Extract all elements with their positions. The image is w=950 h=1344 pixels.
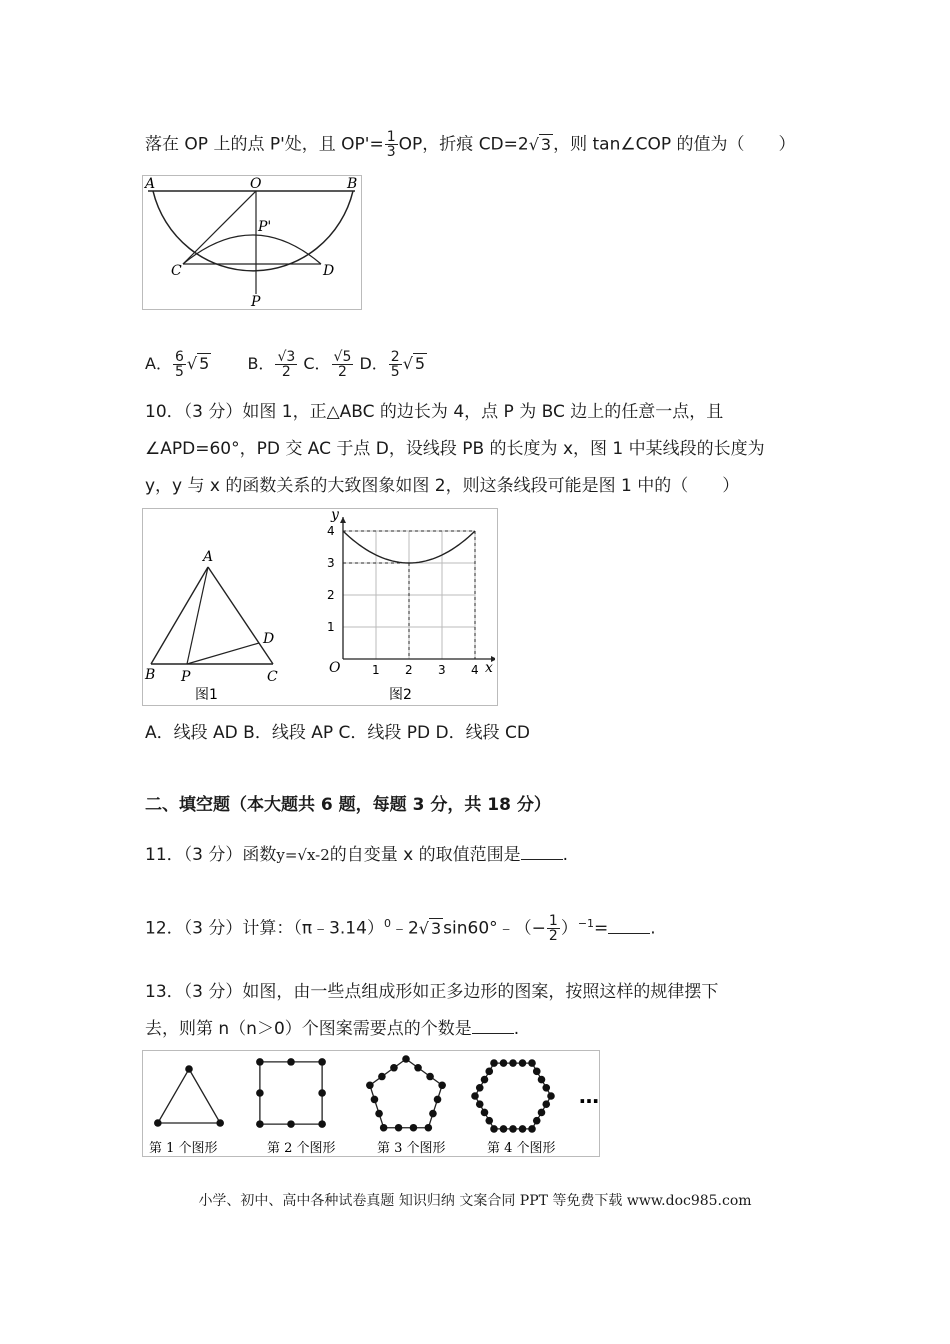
q11-prefix: 11．（3 分）函数: [145, 845, 277, 865]
q12-answer-blank[interactable]: [608, 917, 650, 934]
pattern-dot: [378, 1073, 386, 1081]
q10-fig2-x-label: x: [485, 660, 493, 676]
q11-line: [145, 843, 568, 867]
pattern-dot: [318, 1089, 326, 1097]
q9-option-a-sqrt: √ 5: [186, 354, 210, 373]
q9-option-a-num: 6: [174, 349, 184, 365]
q13-end: .: [513, 1019, 520, 1039]
q9-label-a: A: [145, 176, 156, 192]
q9-frac-den: 3: [386, 144, 396, 160]
q11-formula: y=√x-2: [276, 846, 330, 864]
q13-polygon-patterns: [154, 1055, 555, 1133]
pattern-dot: [500, 1125, 508, 1133]
pattern-dot: [481, 1076, 489, 1084]
pattern-dot: [434, 1096, 442, 1104]
pattern-dot: [375, 1110, 383, 1118]
pattern-dot: [438, 1081, 446, 1089]
q9-option-a-rad: 5: [199, 354, 210, 373]
page-footer: 小学、初中、高中各种试卷真题 知识归纳 文案合同 PPT 等免费下载 www.doc985.com: [198, 1193, 752, 1209]
q9-text-b: OP，折痕 CD=2: [398, 134, 529, 155]
x-tick-label: 3: [438, 663, 446, 677]
q13-figure-svg: [143, 1051, 599, 1156]
pattern-dot: [485, 1117, 493, 1125]
q10-line-3: y，y 与 x 的函数关系的大致图象如图 2，则这条线段可能是图 1 中的（ ）: [145, 476, 740, 496]
pattern-dot: [538, 1109, 546, 1117]
q10-fig1-label-p: P: [181, 669, 191, 685]
q9-semicircle: [153, 191, 353, 271]
q10-fig2-origin: O: [329, 660, 341, 676]
pattern-dot: [425, 1124, 433, 1132]
q9-option-b-num: √3: [277, 349, 296, 365]
q9-option-c-label: C．: [303, 354, 331, 373]
q10-fig1-segment-ap: [187, 567, 208, 664]
q9-option-d-den: 5: [390, 364, 400, 380]
q9-segment-oc: [183, 191, 256, 264]
q9-option-a-frac: [173, 350, 186, 379]
q9-figure-svg: [143, 176, 361, 309]
q9-label-p-prime: P': [258, 219, 272, 235]
q13-caption-1: 第 1 个图形: [149, 1141, 218, 1156]
x-tick-label: 1: [372, 663, 380, 677]
q13-ellipsis: …: [579, 1084, 599, 1108]
q13-caption-2: 第 2 个图形: [267, 1141, 336, 1156]
q13-figure: [142, 1050, 600, 1157]
q9-label-d: D: [323, 263, 335, 279]
q13-answer-blank[interactable]: [472, 1017, 514, 1034]
pattern-dot: [216, 1119, 224, 1127]
q9-fraction: [385, 130, 398, 159]
q12-sqrt: √ 3: [418, 918, 442, 938]
x-tick-label: 4: [471, 663, 479, 677]
q10-fig1-label-d: D: [263, 631, 275, 647]
q9-text-a: 落在 OP 上的点 P'处，且 OP'=: [145, 134, 384, 155]
y-axis-arrow: [340, 517, 346, 523]
pattern-dot: [287, 1058, 295, 1066]
pattern-dot: [426, 1073, 434, 1081]
pattern-dot: [410, 1124, 418, 1132]
pattern-dot: [528, 1059, 536, 1067]
q9-option-d-rad: 5: [414, 354, 426, 373]
q12-prefix: 12．（3 分）计算：（π﹣3.14）: [145, 918, 384, 939]
q9-label-b: B: [347, 176, 358, 192]
q12-eq: =: [594, 918, 609, 939]
q13-line-1: 13．（3 分）如图，由一些点组成形如正多边形的图案，按照这样的规律摆下: [145, 982, 719, 1002]
q9-option-b[interactable]: [247, 349, 298, 380]
pattern-dot: [547, 1092, 555, 1100]
q9-figure: [142, 175, 362, 310]
q13-line-2: [145, 1017, 519, 1041]
q9-option-d-num: 2: [390, 349, 400, 365]
pattern-dot: [256, 1058, 264, 1066]
pattern-dot: [318, 1058, 326, 1066]
q13-line-2-text: 去，则第 n（n＞0）个图案需要点的个数是: [145, 1019, 472, 1039]
q10-fig1-side-ab: [151, 567, 208, 664]
pattern-dot: [471, 1092, 479, 1100]
q12-sqrt-rad: 3: [430, 918, 442, 938]
q9-sqrt-rad: 3: [540, 134, 552, 154]
q12-close: ）: [560, 918, 578, 939]
q10-fig1-caption: 图1: [195, 687, 218, 703]
pattern-dot: [390, 1064, 398, 1072]
y-tick-label: 4: [327, 524, 335, 538]
pattern-dot: [519, 1125, 527, 1133]
q12-mid2: sin60°﹣（−: [443, 918, 546, 939]
pattern-dot: [519, 1059, 527, 1067]
pattern-dot: [542, 1084, 550, 1092]
q9-option-c-num: √5: [333, 349, 352, 365]
pattern-dot: [395, 1124, 403, 1132]
q10-fig1-label-b: B: [145, 667, 156, 683]
pattern-dot: [528, 1125, 536, 1133]
q10-fig2-chart: [319, 509, 495, 705]
pattern-dot: [287, 1120, 295, 1128]
q13-caption-3: 第 3 个图形: [377, 1141, 446, 1156]
q9-label-p: P: [251, 294, 261, 309]
q10-fig1-label-a: A: [203, 549, 214, 565]
q10-fig1-segment-pd: [187, 643, 259, 664]
y-tick-label: 3: [327, 556, 335, 570]
q9-text-c: ，则 tan∠COP 的值为（ ）: [553, 134, 796, 155]
q10-fig2-axes: [327, 517, 495, 677]
pattern-dot: [429, 1110, 437, 1118]
pattern-dot: [533, 1117, 541, 1125]
pattern-dot: [402, 1055, 410, 1063]
pattern-dot: [366, 1081, 374, 1089]
pattern-dot: [256, 1120, 264, 1128]
q12-mid: ﹣2: [390, 918, 419, 939]
q12-frac-num: 1: [548, 913, 558, 930]
q9-option-d-frac: [389, 350, 402, 379]
pattern-dot: [476, 1084, 484, 1092]
y-tick-label: 2: [327, 588, 335, 602]
pattern-dot: [533, 1068, 541, 1076]
q9-sqrt: √ 3: [528, 134, 552, 154]
q9-options: [145, 350, 427, 379]
x-tick-label: 2: [405, 663, 413, 677]
polygon-outline-3: [370, 1059, 442, 1128]
q11-end: .: [562, 845, 569, 865]
q9-option-c-den: 2: [338, 364, 347, 380]
pattern-dot: [318, 1120, 326, 1128]
q10-line-1: 10．（3 分）如图 1，正△ABC 的边长为 4，点 P 为 BC 边上的任意一点，且: [145, 402, 724, 422]
q11-suffix: 的自变量 x 的取值范围是: [329, 845, 521, 865]
pattern-dot: [185, 1065, 193, 1073]
pattern-dot: [538, 1076, 546, 1084]
y-tick-label: 1: [327, 620, 335, 634]
pattern-dot: [490, 1059, 498, 1067]
q10-options[interactable]: A．线段 AD B．线段 AP C．线段 PD D．线段 CD: [145, 723, 530, 743]
q9-option-c[interactable]: [303, 349, 354, 380]
polygon-outline-1: [158, 1069, 220, 1123]
q12-exponent-neg1: −1: [577, 917, 595, 930]
q12-exponent-0: 0: [383, 917, 391, 930]
q13-caption-4: 第 4 个图形: [487, 1141, 556, 1156]
pattern-dot: [481, 1109, 489, 1117]
q10-fig1-label-c: C: [267, 669, 278, 685]
q12-frac: [547, 914, 560, 943]
q12-end: .: [650, 918, 656, 939]
pattern-dot: [154, 1119, 162, 1127]
q12-line: [145, 912, 656, 943]
q9-option-d-label: D．: [359, 354, 388, 373]
pattern-dot: [500, 1059, 508, 1067]
q9-label-c: C: [171, 263, 182, 279]
q9-option-d-sqrt: √ 5: [402, 354, 426, 373]
q12-frac-den: 2: [548, 928, 558, 945]
pattern-dot: [380, 1124, 388, 1132]
q10-fig2-y-label: y: [331, 509, 339, 523]
section-2-title: 二、填空题（本大题共 6 题，每题 3 分，共 18 分）: [145, 795, 551, 815]
pattern-dot: [509, 1125, 517, 1133]
q9-option-d[interactable]: [359, 349, 427, 380]
q9-option-b-den: 2: [281, 364, 291, 380]
pattern-dot: [490, 1125, 498, 1133]
q10-line-2: ∠APD=60°，PD 交 AC 于点 D，设线段 PB 的长度为 x，图 1 中某线段的长度为: [145, 439, 765, 459]
q9-option-b-frac: [275, 350, 297, 379]
polygon-outline-2: [260, 1062, 322, 1124]
q10-figures: [142, 508, 498, 706]
q9-stem-line: [145, 130, 796, 159]
pattern-dot: [414, 1064, 422, 1072]
pattern-dot: [542, 1100, 550, 1108]
q10-fig2-caption: 图2: [389, 687, 412, 703]
q9-option-a-den: 5: [174, 364, 184, 380]
q9-option-b-label: B．: [247, 354, 275, 373]
q9-frac-num: 1: [386, 129, 396, 145]
q9-label-o: O: [250, 176, 262, 192]
q10-fig1-side-ac: [208, 567, 273, 664]
pattern-dot: [371, 1096, 379, 1104]
pattern-dot: [256, 1089, 264, 1097]
pattern-dot: [509, 1059, 517, 1067]
q9-option-a[interactable]: [145, 349, 211, 380]
pattern-dot: [485, 1068, 493, 1076]
q9-option-a-label: A．: [145, 354, 172, 373]
pattern-dot: [476, 1100, 484, 1108]
q9-option-c-frac: [332, 350, 354, 379]
q11-answer-blank[interactable]: [521, 843, 563, 860]
